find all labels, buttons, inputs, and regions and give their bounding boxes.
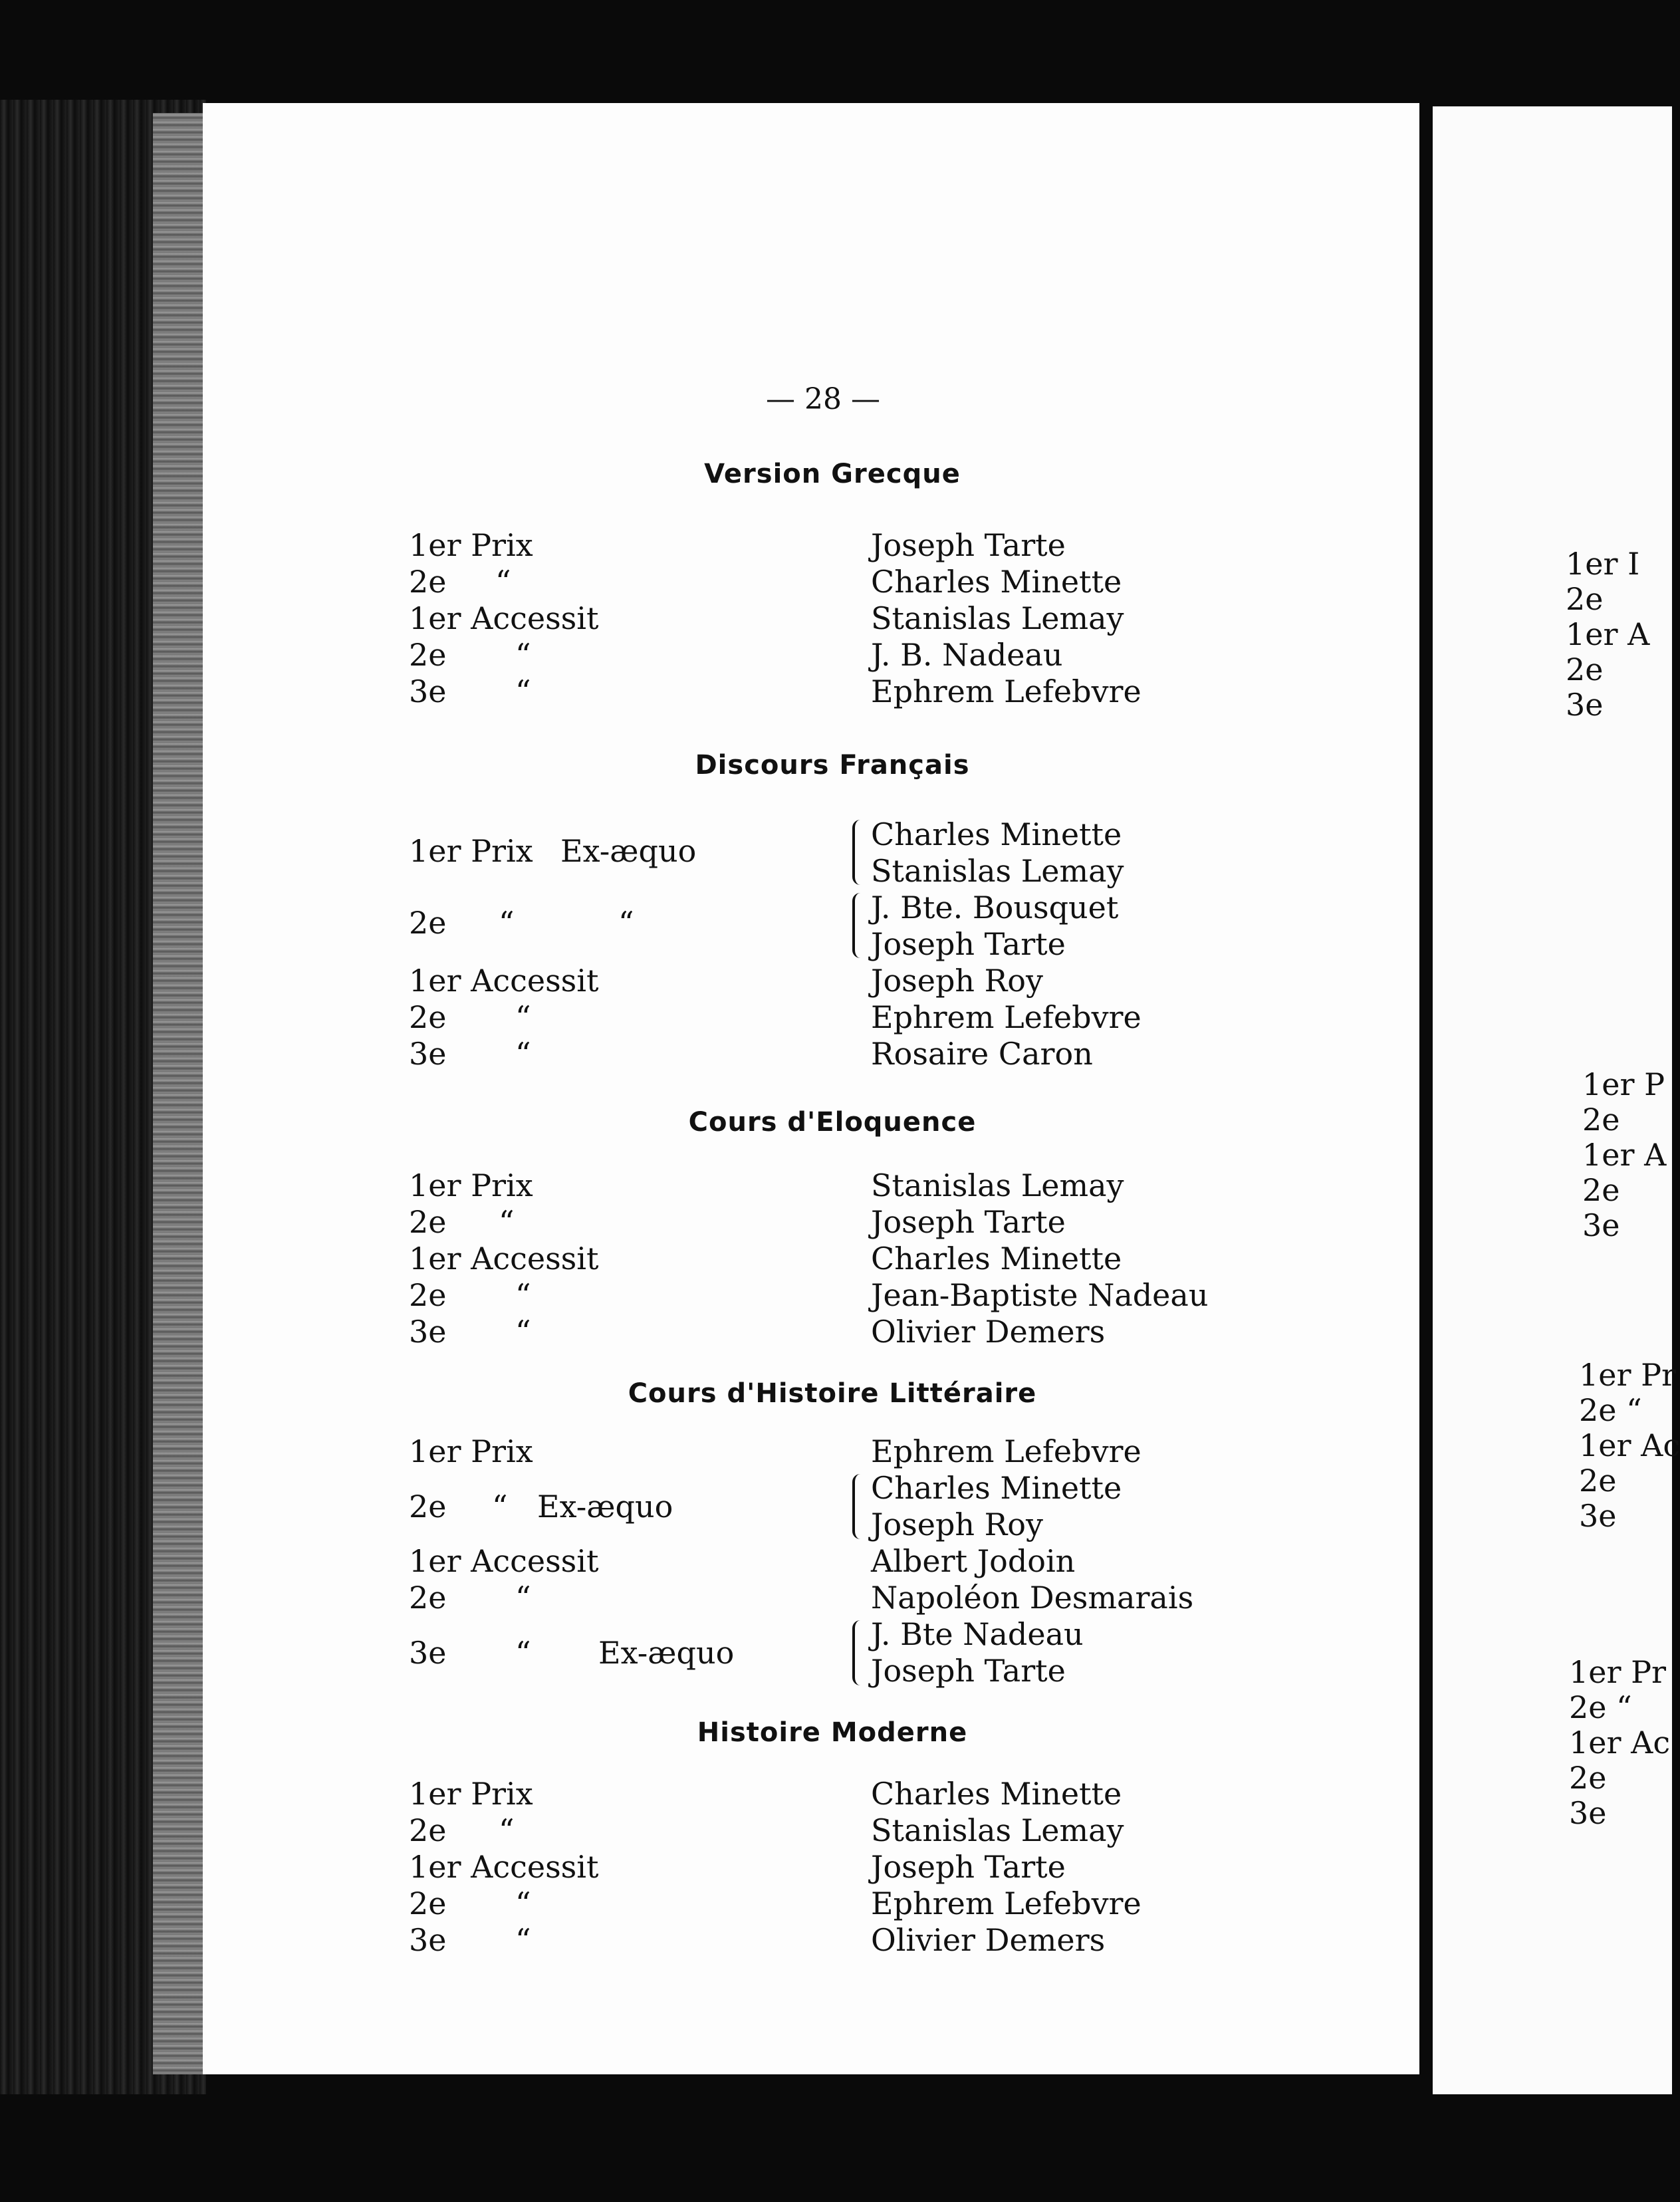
- winner-name: Joseph Tarte: [871, 1653, 1066, 1689]
- rank-label: 2e: [409, 1204, 447, 1240]
- ditto-mark: “: [515, 637, 531, 673]
- rank-label: 1er Prix: [409, 1167, 533, 1203]
- section-title-version-grecque: Version Grecque: [704, 459, 961, 489]
- winner-name: J. Bte Nadeau: [871, 1616, 1084, 1652]
- ditto-mark: “: [515, 999, 531, 1035]
- rank-label: 1er Prix: [409, 527, 533, 563]
- brace-mark: [852, 893, 863, 958]
- ditto-mark: “: [515, 1314, 531, 1350]
- brace-mark: [852, 1474, 863, 1539]
- winner-name: Ephrem Lefebvre: [871, 999, 1141, 1035]
- rank-label: 2e: [409, 1277, 447, 1313]
- ditto-mark: “: [515, 1635, 531, 1671]
- right-page-line: 2e: [1566, 652, 1604, 687]
- ditto-mark: “: [618, 905, 634, 941]
- rank-label: 2e: [409, 637, 447, 673]
- right-page-line: 1er Pr: [1569, 1654, 1667, 1690]
- winner-name: Joseph Roy: [871, 963, 1043, 999]
- ditto-mark: “: [515, 1036, 531, 1072]
- right-page-line: 1er Pr: [1579, 1357, 1677, 1393]
- winner-name: Stanislas Lemay: [871, 600, 1124, 636]
- rank-label: 1er Accessit: [409, 1543, 599, 1579]
- rank-label: 2e: [409, 999, 447, 1035]
- rank-label: 1er Accessit: [409, 1241, 599, 1277]
- rank-label: 3e: [409, 1314, 447, 1350]
- rank-label: 2e: [409, 1812, 447, 1848]
- winner-name: Ephrem Lefebvre: [871, 1886, 1141, 1921]
- ditto-mark: “: [515, 1580, 531, 1616]
- ditto-mark: “: [515, 1277, 531, 1313]
- winner-name: Stanislas Lemay: [871, 1812, 1124, 1848]
- rank-label: 2e: [409, 1886, 447, 1921]
- rank-label: 3e: [409, 1036, 447, 1072]
- ditto-mark: “: [515, 673, 531, 709]
- ditto-mark: “: [499, 1204, 515, 1240]
- rank-label: 2e: [409, 564, 447, 600]
- winner-name: Charles Minette: [871, 1776, 1122, 1812]
- winner-name: Olivier Demers: [871, 1314, 1106, 1350]
- winner-name: Olivier Demers: [871, 1922, 1106, 1958]
- right-page-line: 1er Ac: [1569, 1725, 1671, 1761]
- winner-name: Charles Minette: [871, 1241, 1122, 1277]
- winner-name: Joseph Roy: [871, 1507, 1043, 1542]
- winner-name: Joseph Tarte: [871, 1849, 1066, 1885]
- winner-name: J. Bte. Bousquet: [871, 890, 1119, 925]
- rank-label: 3e: [409, 673, 447, 709]
- ditto-mark: “: [492, 1489, 508, 1525]
- rank-label: 1er Prix: [409, 833, 533, 869]
- right-page-line: 1er Ac: [1579, 1427, 1680, 1463]
- winner-name: Stanislas Lemay: [871, 853, 1124, 889]
- right-page-line: 2e: [1582, 1172, 1620, 1208]
- right-page-line: 1er A: [1582, 1137, 1667, 1173]
- ex-aequo-label: Ex-æquo: [598, 1635, 735, 1671]
- right-page-line: 3e: [1579, 1498, 1617, 1534]
- rank-label: 2e: [409, 1580, 447, 1616]
- winner-name: J. B. Nadeau: [871, 637, 1063, 673]
- right-page-line: 2e: [1582, 1102, 1620, 1138]
- rank-label: 1er Prix: [409, 1776, 533, 1812]
- winner-name: Rosaire Caron: [871, 1036, 1093, 1072]
- rank-label: 3e: [409, 1635, 447, 1671]
- right-page-line: 2e: [1579, 1463, 1617, 1499]
- winner-name: Ephrem Lefebvre: [871, 673, 1141, 709]
- page-number: — 28 —: [766, 382, 880, 416]
- section-title-histoire-moderne: Histoire Moderne: [697, 1717, 968, 1748]
- winner-name: Stanislas Lemay: [871, 1167, 1124, 1203]
- winner-name: Joseph Tarte: [871, 527, 1066, 563]
- rank-label: 1er Prix: [409, 1433, 533, 1469]
- winner-name: Albert Jodoin: [871, 1543, 1076, 1579]
- winner-name: Jean-Baptiste Nadeau: [871, 1277, 1209, 1313]
- rank-label: 2e: [409, 905, 447, 941]
- ex-aequo-label: Ex-æquo: [560, 833, 697, 869]
- section-title-cours-eloquence: Cours d'Eloquence: [688, 1107, 977, 1138]
- right-page-line: 2e: [1569, 1760, 1607, 1796]
- rank-label: 3e: [409, 1922, 447, 1958]
- right-page-line: 2e “: [1579, 1392, 1642, 1428]
- ditto-mark: “: [515, 1922, 531, 1958]
- ditto-mark: “: [515, 1886, 531, 1921]
- winner-name: Napoléon Desmarais: [871, 1580, 1194, 1616]
- right-page-line: 1er P: [1582, 1066, 1665, 1102]
- brace-mark: [852, 1620, 863, 1685]
- right-page-line: 1er A: [1566, 616, 1650, 652]
- section-title-histoire-litteraire: Cours d'Histoire Littéraire: [628, 1378, 1037, 1409]
- ditto-mark: “: [499, 905, 515, 941]
- rank-label: 1er Accessit: [409, 1849, 599, 1885]
- winner-name: Ephrem Lefebvre: [871, 1433, 1141, 1469]
- section-title-discours-francais: Discours Français: [695, 750, 970, 781]
- right-page-line: 2e: [1566, 581, 1604, 617]
- brace-mark: [852, 820, 863, 885]
- ditto-mark: “: [495, 564, 511, 600]
- right-page-line: 2e “: [1569, 1689, 1632, 1725]
- rank-label: 2e: [409, 1489, 447, 1525]
- winner-name: Charles Minette: [871, 564, 1122, 600]
- ditto-mark: “: [499, 1812, 515, 1848]
- right-page-line: 3e: [1569, 1795, 1607, 1831]
- right-page-line: 1er I: [1566, 546, 1640, 582]
- rank-label: 1er Accessit: [409, 963, 599, 999]
- winner-name: Joseph Tarte: [871, 1204, 1066, 1240]
- winner-name: Charles Minette: [871, 1470, 1122, 1506]
- rank-label: 1er Accessit: [409, 600, 599, 636]
- right-page-line: 3e: [1582, 1207, 1620, 1243]
- winner-name: Joseph Tarte: [871, 926, 1066, 962]
- winner-name: Charles Minette: [871, 816, 1122, 852]
- right-page-line: 3e: [1566, 687, 1604, 723]
- ex-aequo-label: Ex-æquo: [537, 1489, 673, 1525]
